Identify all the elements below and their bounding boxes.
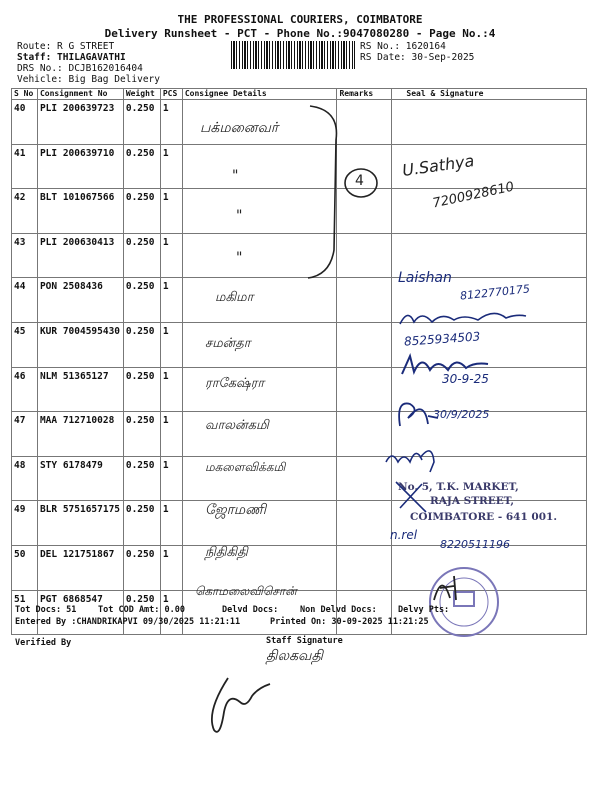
cell-consignment: PLI 200639710 <box>37 144 123 189</box>
entered-by: Entered By :CHANDRIKAPVI 09/30/2025 11:21:11 <box>15 617 241 627</box>
cell-pcs: 1 <box>160 456 182 501</box>
cell-consignment: KUR 7004595430 <box>37 322 123 367</box>
signature-date-47: 30/9/2025 <box>433 408 490 421</box>
cell-weight: 0.250 <box>123 322 160 367</box>
ditto-mark-43: " <box>236 250 243 266</box>
cell-sno: 50 <box>12 545 38 590</box>
handwritten-consignee-49: ஜோமணி <box>205 502 267 518</box>
cell-sno: 48 <box>12 456 38 501</box>
verified-by-label: Verified By <box>15 638 72 648</box>
signature-phone-45: 8525934503 <box>403 329 481 349</box>
rs-date: RS Date: 30-Sep-2025 <box>360 52 475 63</box>
cell-sno: 44 <box>12 278 38 323</box>
cell-consignment: DEL 121751867 <box>37 545 123 590</box>
handwritten-consignee-47: வாலன்கமி <box>205 418 269 433</box>
table-row <box>12 367 587 412</box>
cell-consignment: PGT 6868547 <box>37 590 123 635</box>
cell-seal-signature <box>392 100 587 145</box>
verifier-signature-scribble <box>200 672 280 742</box>
ditto-mark-41: " <box>232 168 239 184</box>
signature-scribble-51 <box>430 570 470 606</box>
cell-sno: 46 <box>12 367 38 412</box>
cell-consignment: PLI 200639723 <box>37 100 123 145</box>
cell-sno: 42 <box>12 189 38 234</box>
cell-weight: 0.250 <box>123 501 160 546</box>
cell-remarks <box>337 501 392 546</box>
route-label: Route: R G STREET <box>17 41 115 52</box>
signature-scribble-48 <box>382 438 462 478</box>
cell-pcs: 1 <box>160 100 182 145</box>
col-seal-signature: Seal & Signature <box>392 89 587 100</box>
cell-remarks <box>337 367 392 412</box>
cell-weight: 0.250 <box>123 278 160 323</box>
cell-weight: 0.250 <box>123 144 160 189</box>
cell-weight: 0.250 <box>123 100 160 145</box>
col-remarks: Remarks <box>337 89 392 100</box>
signature-phone-41: 7200928610 <box>431 179 516 212</box>
cell-remarks <box>337 322 392 367</box>
handwritten-consignee-51: கொமலைவிசொன் <box>195 584 297 598</box>
signature-phone-44: 8122770175 <box>459 282 531 303</box>
cell-weight: 0.250 <box>123 590 160 635</box>
cell-sno: 41 <box>12 144 38 189</box>
col-weight: Weight <box>123 89 160 100</box>
col-consignee: Consignee Details <box>182 89 337 100</box>
staff-signature-label: Staff Signature <box>266 636 343 646</box>
table-row <box>12 100 587 145</box>
delivered-docs: Delvd Docs: <box>222 605 279 615</box>
circled-number-text: 4 <box>355 173 364 189</box>
delivery-points: Delvy Pts: <box>398 605 450 615</box>
handwritten-consignee-50: நிதிகிதி <box>205 545 248 560</box>
cell-pcs: 1 <box>160 144 182 189</box>
total-docs: Tot Docs: 51 <box>15 605 77 615</box>
cell-consignment: BLR 5751657175 <box>37 501 123 546</box>
cell-remarks <box>337 545 392 590</box>
signature-row-41: U.Sathya <box>401 151 476 180</box>
handwritten-consignee-46: ராகேஷ்ரா <box>205 376 265 391</box>
cell-consignee <box>182 278 337 323</box>
total-cod-amount: Tot COD Amt: 0.00 <box>98 605 185 615</box>
rs-number: RS No.: 1620164 <box>360 41 446 52</box>
cell-pcs: 1 <box>160 278 182 323</box>
signature-scribble-45 <box>398 306 528 330</box>
cell-pcs: 1 <box>160 590 182 635</box>
signature-initials-50: n.rel <box>390 528 418 542</box>
table-row <box>12 233 587 278</box>
col-pcs: PCS <box>160 89 182 100</box>
cell-weight: 0.250 <box>123 412 160 457</box>
cell-weight: 0.250 <box>123 545 160 590</box>
signature-phone-50: 8220511196 <box>440 538 510 551</box>
cell-sno: 45 <box>12 322 38 367</box>
cell-consignment: NLM 51365127 <box>37 367 123 412</box>
signature-date-46: 30-9-25 <box>442 372 489 386</box>
stamp-address-line1: No. 5, T.K. MARKET, <box>398 481 519 493</box>
cell-pcs: 1 <box>160 322 182 367</box>
cell-sno: 40 <box>12 100 38 145</box>
cell-pcs: 1 <box>160 501 182 546</box>
cell-sno: 49 <box>12 501 38 546</box>
cell-weight: 0.250 <box>123 367 160 412</box>
cell-sno: 43 <box>12 233 38 278</box>
cell-consignment: PLI 200630413 <box>37 233 123 278</box>
cell-consignment: PON 2508436 <box>37 278 123 323</box>
cell-remarks <box>337 278 392 323</box>
drs-label: DRS No.: DCJB162016404 <box>17 63 143 74</box>
vehicle-label: Vehicle: Big Bag Delivery <box>17 74 160 85</box>
col-consignment: Consignment No <box>37 89 123 100</box>
stamp-address-line3: COIMBATORE - 641 001. <box>410 511 557 523</box>
cell-consignment: STY 6178479 <box>37 456 123 501</box>
handwritten-consignee-40: பக்மனைவர் <box>200 120 279 136</box>
ditto-mark-42: " <box>236 208 243 224</box>
cell-pcs: 1 <box>160 233 182 278</box>
cell-pcs: 1 <box>160 189 182 234</box>
signature-scribble-49 <box>392 478 432 518</box>
handwritten-consignee-48: மகளைவிக்கமி <box>205 460 286 474</box>
runsheet-subtitle: Delivery Runsheet - PCT - Phone No.:9047080280 - Page No.:4 <box>104 27 496 40</box>
cell-sno: 51 <box>12 590 38 635</box>
signature-row-44: Laishan <box>398 270 452 286</box>
handwritten-consignee-44: மகிமா <box>215 290 254 305</box>
non-delivered-docs: Non Delvd Docs: <box>300 605 377 615</box>
table-row <box>12 412 587 457</box>
cell-consignment: BLT 101067566 <box>37 189 123 234</box>
cell-pcs: 1 <box>160 367 182 412</box>
cell-sno: 47 <box>12 412 38 457</box>
printed-on: Printed On: 30-09-2025 11:21:25 <box>270 617 429 627</box>
cell-weight: 0.250 <box>123 189 160 234</box>
stamp-address-line2: RAJA STREET, <box>430 495 515 507</box>
cell-weight: 0.250 <box>123 456 160 501</box>
cell-pcs: 1 <box>160 545 182 590</box>
cell-pcs: 1 <box>160 412 182 457</box>
cell-consignment: MAA 712710028 <box>37 412 123 457</box>
staff-label: Staff: THILAGAVATHI <box>17 52 126 63</box>
table-header-row <box>12 89 587 100</box>
handwritten-consignee-45: சமன்தா <box>205 336 251 351</box>
runsheet-table <box>11 88 587 635</box>
company-name: THE PROFESSIONAL COURIERS, COIMBATORE <box>177 13 423 26</box>
barcode-image <box>231 41 355 69</box>
staff-signature-tamil: திலகவதி <box>266 648 323 664</box>
cell-weight: 0.250 <box>123 233 160 278</box>
col-sno: S No <box>12 89 38 100</box>
